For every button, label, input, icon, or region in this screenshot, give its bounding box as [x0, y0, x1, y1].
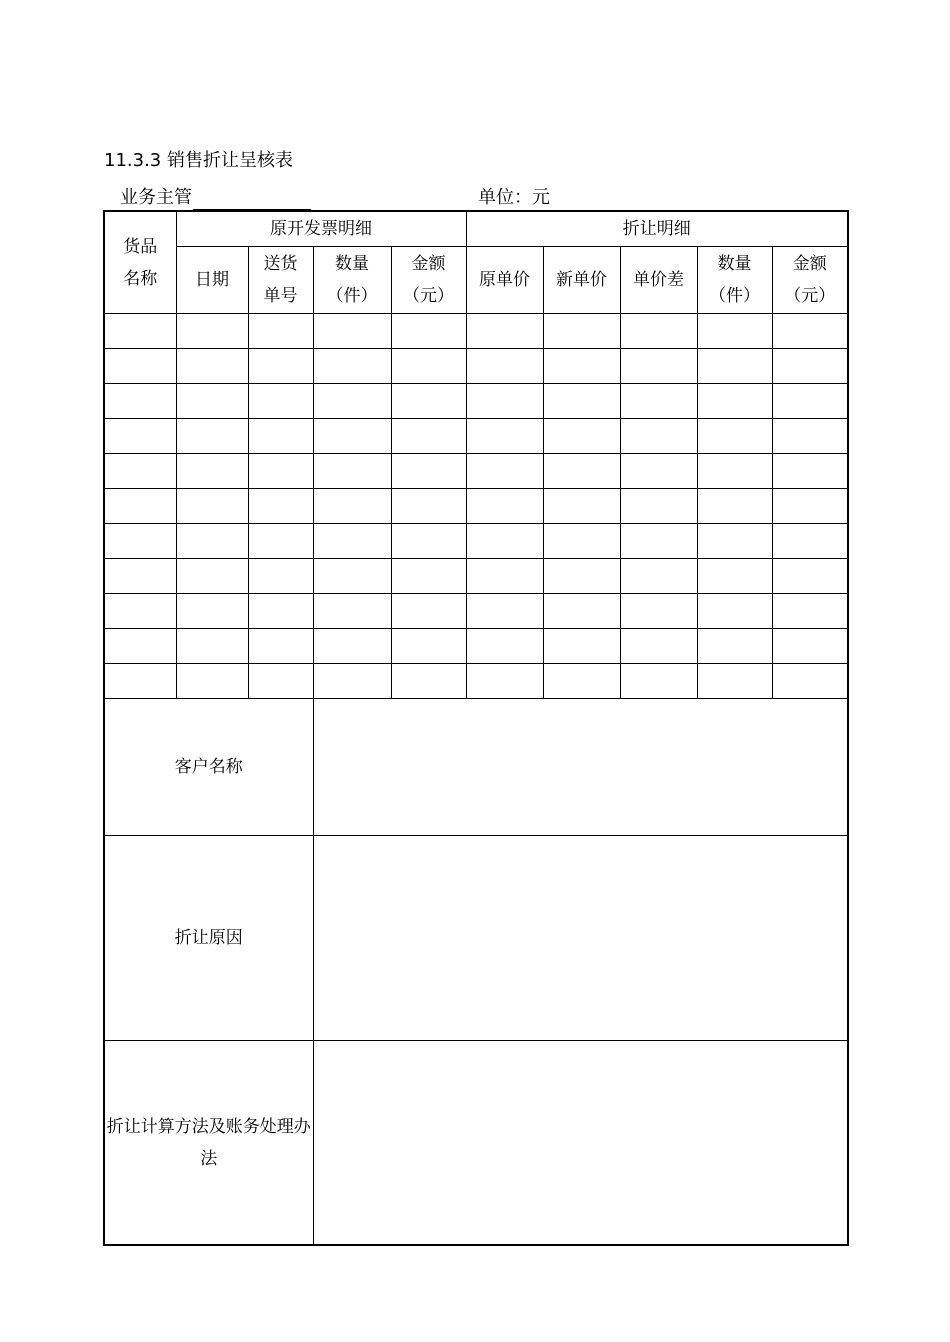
cell-price-diff[interactable]: [620, 664, 697, 699]
table-row: [104, 594, 848, 629]
cell-amount-discount[interactable]: [772, 629, 848, 664]
cell-date[interactable]: [176, 559, 248, 594]
cell-qty-discount[interactable]: [697, 664, 772, 699]
supervisor-blank[interactable]: [193, 191, 311, 210]
cell-amount-discount[interactable]: [772, 664, 848, 699]
cell-new-price[interactable]: [543, 594, 620, 629]
cell-qty-discount[interactable]: [697, 384, 772, 419]
header-goods-name: 货品 名称: [104, 211, 176, 314]
cell-delivery-no[interactable]: [248, 384, 313, 419]
cell-qty-original[interactable]: [313, 524, 391, 559]
customer-name-label: 客户名称: [104, 699, 313, 836]
cell-date[interactable]: [176, 629, 248, 664]
table-row: [104, 524, 848, 559]
cell-qty-original[interactable]: [313, 384, 391, 419]
cell-date[interactable]: [176, 524, 248, 559]
header-row-2: [104, 247, 848, 314]
cell-qty-original[interactable]: [313, 629, 391, 664]
cell-delivery-no[interactable]: [248, 629, 313, 664]
cell-qty-discount[interactable]: [697, 454, 772, 489]
cell-qty-original[interactable]: [313, 314, 391, 349]
cell-date[interactable]: [176, 419, 248, 454]
cell-orig-price[interactable]: [466, 384, 543, 419]
page-title: 11.3.3 销售折让呈核表: [104, 150, 293, 171]
cell-amount-original[interactable]: [391, 314, 466, 349]
header-original-invoice-group: 原开发票明细: [176, 211, 466, 247]
cell-price-diff[interactable]: [620, 559, 697, 594]
table-row: [104, 454, 848, 489]
cell-orig-price[interactable]: [466, 524, 543, 559]
cell-date[interactable]: [176, 384, 248, 419]
cell-goods-name[interactable]: [104, 594, 176, 629]
cell-amount-discount[interactable]: [772, 349, 848, 384]
discount-approval-table: [103, 210, 849, 1246]
cell-delivery-no[interactable]: [248, 664, 313, 699]
cell-amount-discount[interactable]: [772, 419, 848, 454]
cell-goods-name[interactable]: [104, 314, 176, 349]
cell-price-diff[interactable]: [620, 629, 697, 664]
cell-new-price[interactable]: [543, 454, 620, 489]
cell-amount-original[interactable]: [391, 664, 466, 699]
cell-delivery-no[interactable]: [248, 419, 313, 454]
cell-amount-original[interactable]: [391, 349, 466, 384]
cell-goods-name[interactable]: [104, 384, 176, 419]
cell-new-price[interactable]: [543, 419, 620, 454]
cell-new-price[interactable]: [543, 629, 620, 664]
cell-new-price[interactable]: [543, 384, 620, 419]
cell-price-diff[interactable]: [620, 384, 697, 419]
table-row: [104, 664, 848, 699]
header-delivery-no: 送货 单号: [248, 247, 313, 314]
cell-goods-name[interactable]: [104, 349, 176, 384]
cell-qty-discount[interactable]: [697, 419, 772, 454]
cell-orig-price[interactable]: [466, 489, 543, 524]
unit-label: 单位：元: [478, 187, 550, 208]
customer-name-field[interactable]: [313, 699, 848, 836]
cell-qty-original[interactable]: [313, 559, 391, 594]
cell-delivery-no[interactable]: [248, 314, 313, 349]
cell-amount-original[interactable]: [391, 454, 466, 489]
cell-new-price[interactable]: [543, 559, 620, 594]
cell-qty-discount[interactable]: [697, 524, 772, 559]
cell-goods-name[interactable]: [104, 419, 176, 454]
cell-orig-price[interactable]: [466, 559, 543, 594]
cell-delivery-no[interactable]: [248, 559, 313, 594]
cell-price-diff[interactable]: [620, 349, 697, 384]
cell-price-diff[interactable]: [620, 489, 697, 524]
cell-amount-original[interactable]: [391, 559, 466, 594]
cell-goods-name[interactable]: [104, 489, 176, 524]
cell-goods-name[interactable]: [104, 559, 176, 594]
cell-delivery-no[interactable]: [248, 594, 313, 629]
table-row: [104, 629, 848, 664]
customer-name-row: [104, 699, 848, 836]
supervisor-line: [120, 186, 311, 210]
cell-goods-name[interactable]: [104, 664, 176, 699]
cell-new-price[interactable]: [543, 314, 620, 349]
cell-new-price[interactable]: [543, 349, 620, 384]
cell-new-price[interactable]: [543, 489, 620, 524]
cell-qty-discount[interactable]: [697, 594, 772, 629]
cell-amount-discount[interactable]: [772, 454, 848, 489]
cell-delivery-no[interactable]: [248, 349, 313, 384]
table-row: [104, 349, 848, 384]
cell-date[interactable]: [176, 664, 248, 699]
cell-new-price[interactable]: [543, 664, 620, 699]
table-row: [104, 314, 848, 349]
cell-amount-discount[interactable]: [772, 524, 848, 559]
discount-reason-field[interactable]: [313, 836, 848, 1041]
cell-qty-discount[interactable]: [697, 489, 772, 524]
cell-orig-price[interactable]: [466, 419, 543, 454]
cell-orig-price[interactable]: [466, 664, 543, 699]
cell-price-diff[interactable]: [620, 454, 697, 489]
cell-delivery-no[interactable]: [248, 489, 313, 524]
cell-price-diff[interactable]: [620, 419, 697, 454]
cell-qty-original[interactable]: [313, 349, 391, 384]
cell-goods-name[interactable]: [104, 454, 176, 489]
cell-price-diff[interactable]: [620, 594, 697, 629]
discount-reason-row: [104, 836, 848, 1041]
supervisor-label: 业务主管: [120, 187, 192, 208]
header-orig-price: 原单价: [466, 247, 543, 314]
cell-amount-original[interactable]: [391, 489, 466, 524]
cell-date[interactable]: [176, 594, 248, 629]
calc-method-field[interactable]: [313, 1041, 848, 1246]
cell-orig-price[interactable]: [466, 454, 543, 489]
cell-qty-discount[interactable]: [697, 629, 772, 664]
header-new-price: 新单价: [543, 247, 620, 314]
cell-delivery-no[interactable]: [248, 524, 313, 559]
cell-amount-original[interactable]: [391, 594, 466, 629]
table-row: [104, 559, 848, 594]
table-row: [104, 489, 848, 524]
cell-goods-name[interactable]: [104, 524, 176, 559]
table-row: [104, 419, 848, 454]
calc-method-label: 折让计算方法及账务处理办法: [104, 1041, 313, 1246]
cell-date[interactable]: [176, 454, 248, 489]
cell-amount-discount[interactable]: [772, 594, 848, 629]
cell-amount-discount[interactable]: [772, 314, 848, 349]
header-row-1: [104, 211, 848, 247]
cell-qty-discount[interactable]: [697, 314, 772, 349]
cell-date[interactable]: [176, 489, 248, 524]
cell-qty-original[interactable]: [313, 419, 391, 454]
header-qty-discount: 数量 （件）: [697, 247, 772, 314]
cell-delivery-no[interactable]: [248, 454, 313, 489]
cell-price-diff[interactable]: [620, 314, 697, 349]
cell-goods-name[interactable]: [104, 629, 176, 664]
cell-new-price[interactable]: [543, 524, 620, 559]
header-amount-original: 金额 （元）: [391, 247, 466, 314]
header-date: 日期: [176, 247, 248, 314]
cell-orig-price[interactable]: [466, 349, 543, 384]
cell-qty-original[interactable]: [313, 489, 391, 524]
cell-amount-original[interactable]: [391, 419, 466, 454]
cell-price-diff[interactable]: [620, 524, 697, 559]
cell-amount-discount[interactable]: [772, 559, 848, 594]
cell-amount-original[interactable]: [391, 384, 466, 419]
cell-amount-original[interactable]: [391, 629, 466, 664]
cell-date[interactable]: [176, 314, 248, 349]
cell-qty-discount[interactable]: [697, 559, 772, 594]
header-amount-discount: 金额 （元）: [772, 247, 848, 314]
cell-date[interactable]: [176, 349, 248, 384]
header-price-diff: 单价差: [620, 247, 697, 314]
table-row: [104, 384, 848, 419]
discount-reason-label: 折让原因: [104, 836, 313, 1041]
cell-qty-discount[interactable]: [697, 349, 772, 384]
cell-amount-original[interactable]: [391, 524, 466, 559]
cell-amount-discount[interactable]: [772, 384, 848, 419]
cell-orig-price[interactable]: [466, 314, 543, 349]
data-rows: [104, 314, 848, 699]
calc-method-row: [104, 1041, 848, 1246]
header-qty-original: 数量 （件）: [313, 247, 391, 314]
cell-qty-original[interactable]: [313, 664, 391, 699]
cell-orig-price[interactable]: [466, 594, 543, 629]
header-discount-group: 折让明细: [466, 211, 848, 247]
cell-qty-original[interactable]: [313, 594, 391, 629]
cell-qty-original[interactable]: [313, 454, 391, 489]
cell-amount-discount[interactable]: [772, 489, 848, 524]
cell-orig-price[interactable]: [466, 629, 543, 664]
